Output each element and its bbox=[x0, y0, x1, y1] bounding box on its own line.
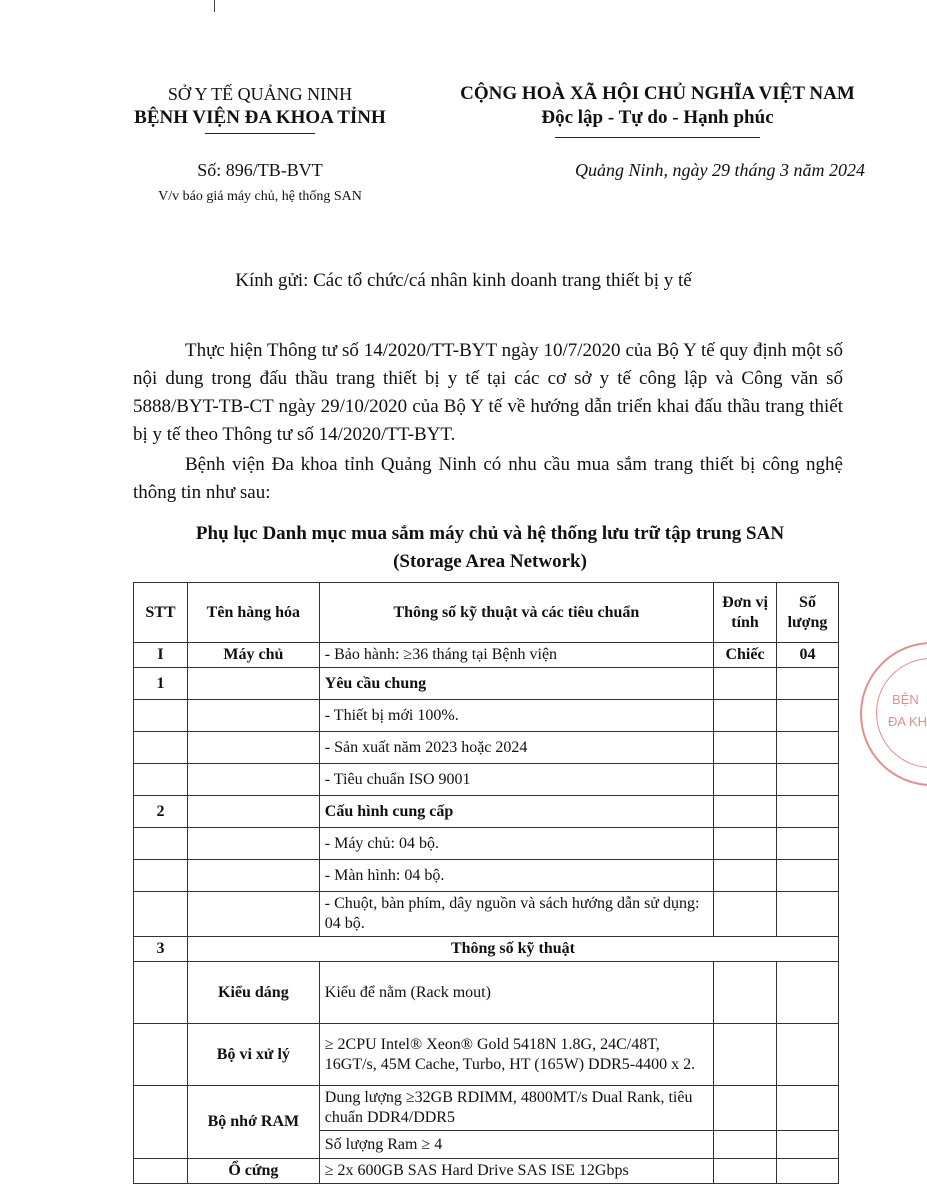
cell-spec: ≥ 2x 600GB SAS Hard Drive SAS ISE 12Gbps bbox=[319, 1159, 713, 1184]
cell-stt: 3 bbox=[134, 937, 188, 962]
paragraph-need-text: Bệnh viện Đa khoa tỉnh Quảng Ninh có nhu cầu mua sắm trang thiết bị công nghệ thông tin như sau: bbox=[133, 454, 843, 503]
cell-name: Kiểu dáng bbox=[187, 962, 319, 1024]
table-row bbox=[134, 796, 839, 828]
document-subject: V/v báo giá máy chủ, hệ thống SAN bbox=[158, 189, 362, 204]
cell-qty bbox=[777, 700, 839, 732]
cell-qty bbox=[777, 796, 839, 828]
cell-stt: 2 bbox=[134, 796, 188, 828]
table-row bbox=[134, 1159, 839, 1184]
cell-stt bbox=[134, 700, 188, 732]
cell-spec: Kiểu để nằm (Rack mout) bbox=[319, 962, 713, 1024]
document-date: Quảng Ninh, ngày 29 tháng 3 năm 2024 bbox=[575, 160, 865, 180]
cell-spec: Số lượng Ram ≥ 4 bbox=[319, 1131, 713, 1159]
table-row bbox=[134, 764, 839, 796]
cell-name: Ổ cứng bbox=[187, 1159, 319, 1184]
national-title: CỘNG HOÀ XÃ HỘI CHỦ NGHĨA VIỆT NAM bbox=[460, 83, 855, 104]
cell-spec: - Máy chủ: 04 bộ. bbox=[319, 828, 713, 860]
table-row bbox=[134, 668, 839, 700]
cell-spec: - Chuột, bàn phím, dây nguồn và sách hướng dẫn sử dụng: 04 bộ. bbox=[319, 892, 713, 937]
cell-stt: I bbox=[134, 643, 188, 668]
issuer-underline bbox=[205, 133, 315, 134]
cell-qty bbox=[777, 860, 839, 892]
document-number: Số: 896/TB-BVT bbox=[197, 160, 323, 180]
cell-spec: Yêu cầu chung bbox=[319, 668, 713, 700]
cell-unit bbox=[714, 764, 777, 796]
cell-unit bbox=[714, 668, 777, 700]
cell-qty bbox=[777, 1086, 839, 1131]
cell-stt bbox=[134, 1159, 188, 1184]
official-seal-stamp bbox=[860, 642, 927, 786]
paragraph-basis-text: Thực hiện Thông tư số 14/2020/TT-BYT ngày 10/7/2020 của Bộ Y tế quy định một số nội dung trong đấu thầu trang thiết bị y tế tại các cơ sở y tế công lập và Công văn số 5888/BYT-TB-CT ngày 29/10/2020 của Bộ Y tế về hướng dẫn triển khai đấu thầu trang thiết bị y tế theo Thông tư số 14/2020/TT-BYT. bbox=[133, 340, 843, 445]
cell-unit bbox=[714, 1159, 777, 1184]
header-qty: Số lượng bbox=[777, 583, 839, 643]
cell-qty: 04 bbox=[777, 643, 839, 668]
cell-name bbox=[187, 732, 319, 764]
table-row bbox=[134, 937, 839, 962]
cell-name bbox=[187, 796, 319, 828]
cell-unit bbox=[714, 962, 777, 1024]
cell-stt bbox=[134, 732, 188, 764]
paragraph-need bbox=[133, 451, 843, 507]
cell-qty bbox=[777, 732, 839, 764]
cell-unit bbox=[714, 892, 777, 937]
cell-name bbox=[187, 828, 319, 860]
recipient-line: Kính gửi: Các tổ chức/cá nhân kinh doanh trang thiết bị y tế bbox=[235, 270, 692, 291]
table-header-row bbox=[134, 583, 839, 643]
cell-qty bbox=[777, 764, 839, 796]
cell-unit bbox=[714, 828, 777, 860]
table-row bbox=[134, 732, 839, 764]
seal-text-1: BỆN bbox=[892, 692, 919, 707]
cell-name bbox=[187, 860, 319, 892]
cell-qty bbox=[777, 1159, 839, 1184]
cell-spec: - Màn hình: 04 bộ. bbox=[319, 860, 713, 892]
cell-unit: Chiếc bbox=[714, 643, 777, 668]
cell-unit bbox=[714, 1086, 777, 1131]
cell-name: Bộ vi xử lý bbox=[187, 1024, 319, 1086]
national-motto: Độc lập - Tự do - Hạnh phúc bbox=[541, 107, 774, 128]
cell-qty bbox=[777, 668, 839, 700]
table-row bbox=[134, 828, 839, 860]
cell-spec: - Bảo hành: ≥36 tháng tại Bệnh viện bbox=[319, 643, 713, 668]
cell-name bbox=[187, 892, 319, 937]
cell-stt bbox=[134, 1024, 188, 1086]
cell-stt bbox=[134, 1086, 188, 1159]
header-name: Tên hàng hóa bbox=[187, 583, 319, 643]
table-row bbox=[134, 643, 839, 668]
cell-unit bbox=[714, 1024, 777, 1086]
appendix-title bbox=[100, 520, 880, 576]
cell-stt bbox=[134, 892, 188, 937]
cell-spec: - Tiêu chuẩn ISO 9001 bbox=[319, 764, 713, 796]
cell-stt bbox=[134, 764, 188, 796]
appendix-title-line2: (Storage Area Network) bbox=[393, 551, 587, 572]
cell-spec: ≥ 2CPU Intel® Xeon® Gold 5418N 1.8G, 24C/48T, 16GT/s, 45M Cache, Turbo, HT (165W) DDR5-4400 x 2. bbox=[319, 1024, 713, 1086]
cell-name: Bộ nhớ RAM bbox=[187, 1086, 319, 1159]
cell-qty bbox=[777, 1024, 839, 1086]
table-row bbox=[134, 860, 839, 892]
national-motto-block bbox=[425, 82, 890, 130]
cell-stt bbox=[134, 962, 188, 1024]
table-row bbox=[134, 700, 839, 732]
cell-qty bbox=[777, 1131, 839, 1159]
cell-qty bbox=[777, 892, 839, 937]
cell-qty bbox=[777, 828, 839, 860]
issuer-department: SỞ Y TẾ QUẢNG NINH bbox=[167, 84, 353, 104]
cell-spec: Dung lượng ≥32GB RDIMM, 4800MT/s Dual Rank, tiêu chuẩn DDR4/DDR5 bbox=[319, 1086, 713, 1131]
spec-table bbox=[133, 582, 839, 1184]
header-spec: Thông số kỹ thuật và các tiêu chuẩn bbox=[319, 583, 713, 643]
cell-qty bbox=[777, 962, 839, 1024]
table-row bbox=[134, 892, 839, 937]
paragraph-basis bbox=[133, 337, 843, 449]
cell-stt: 1 bbox=[134, 668, 188, 700]
cell-spec: - Thiết bị mới 100%. bbox=[319, 700, 713, 732]
cell-unit bbox=[714, 860, 777, 892]
cell-unit bbox=[714, 796, 777, 828]
cell-name bbox=[187, 668, 319, 700]
cell-name: Máy chủ bbox=[187, 643, 319, 668]
table-row bbox=[134, 1024, 839, 1086]
issuer-block bbox=[95, 82, 425, 130]
cell-section-title: Thông số kỹ thuật bbox=[187, 937, 838, 962]
issuer-hospital: BỆNH VIỆN ĐA KHOA TỈNH bbox=[134, 107, 386, 128]
motto-underline bbox=[555, 137, 760, 138]
header-unit: Đơn vị tính bbox=[714, 583, 777, 643]
seal-text-2: ĐA KH bbox=[888, 714, 927, 729]
cell-spec: - Sản xuất năm 2023 hoặc 2024 bbox=[319, 732, 713, 764]
appendix-title-line1: Phụ lục Danh mục mua sắm máy chủ và hệ thống lưu trữ tập trung SAN bbox=[195, 523, 785, 544]
cell-name bbox=[187, 764, 319, 796]
cell-stt bbox=[134, 828, 188, 860]
cell-unit bbox=[714, 700, 777, 732]
cell-name bbox=[187, 700, 319, 732]
cell-spec: Cấu hình cung cấp bbox=[319, 796, 713, 828]
seal-inner-ring bbox=[876, 658, 927, 768]
table-row bbox=[134, 962, 839, 1024]
header-stt: STT bbox=[134, 583, 188, 643]
table-row bbox=[134, 1086, 839, 1131]
cell-unit bbox=[714, 1131, 777, 1159]
scan-mark bbox=[214, 0, 215, 12]
cell-unit bbox=[714, 732, 777, 764]
cell-stt bbox=[134, 860, 188, 892]
